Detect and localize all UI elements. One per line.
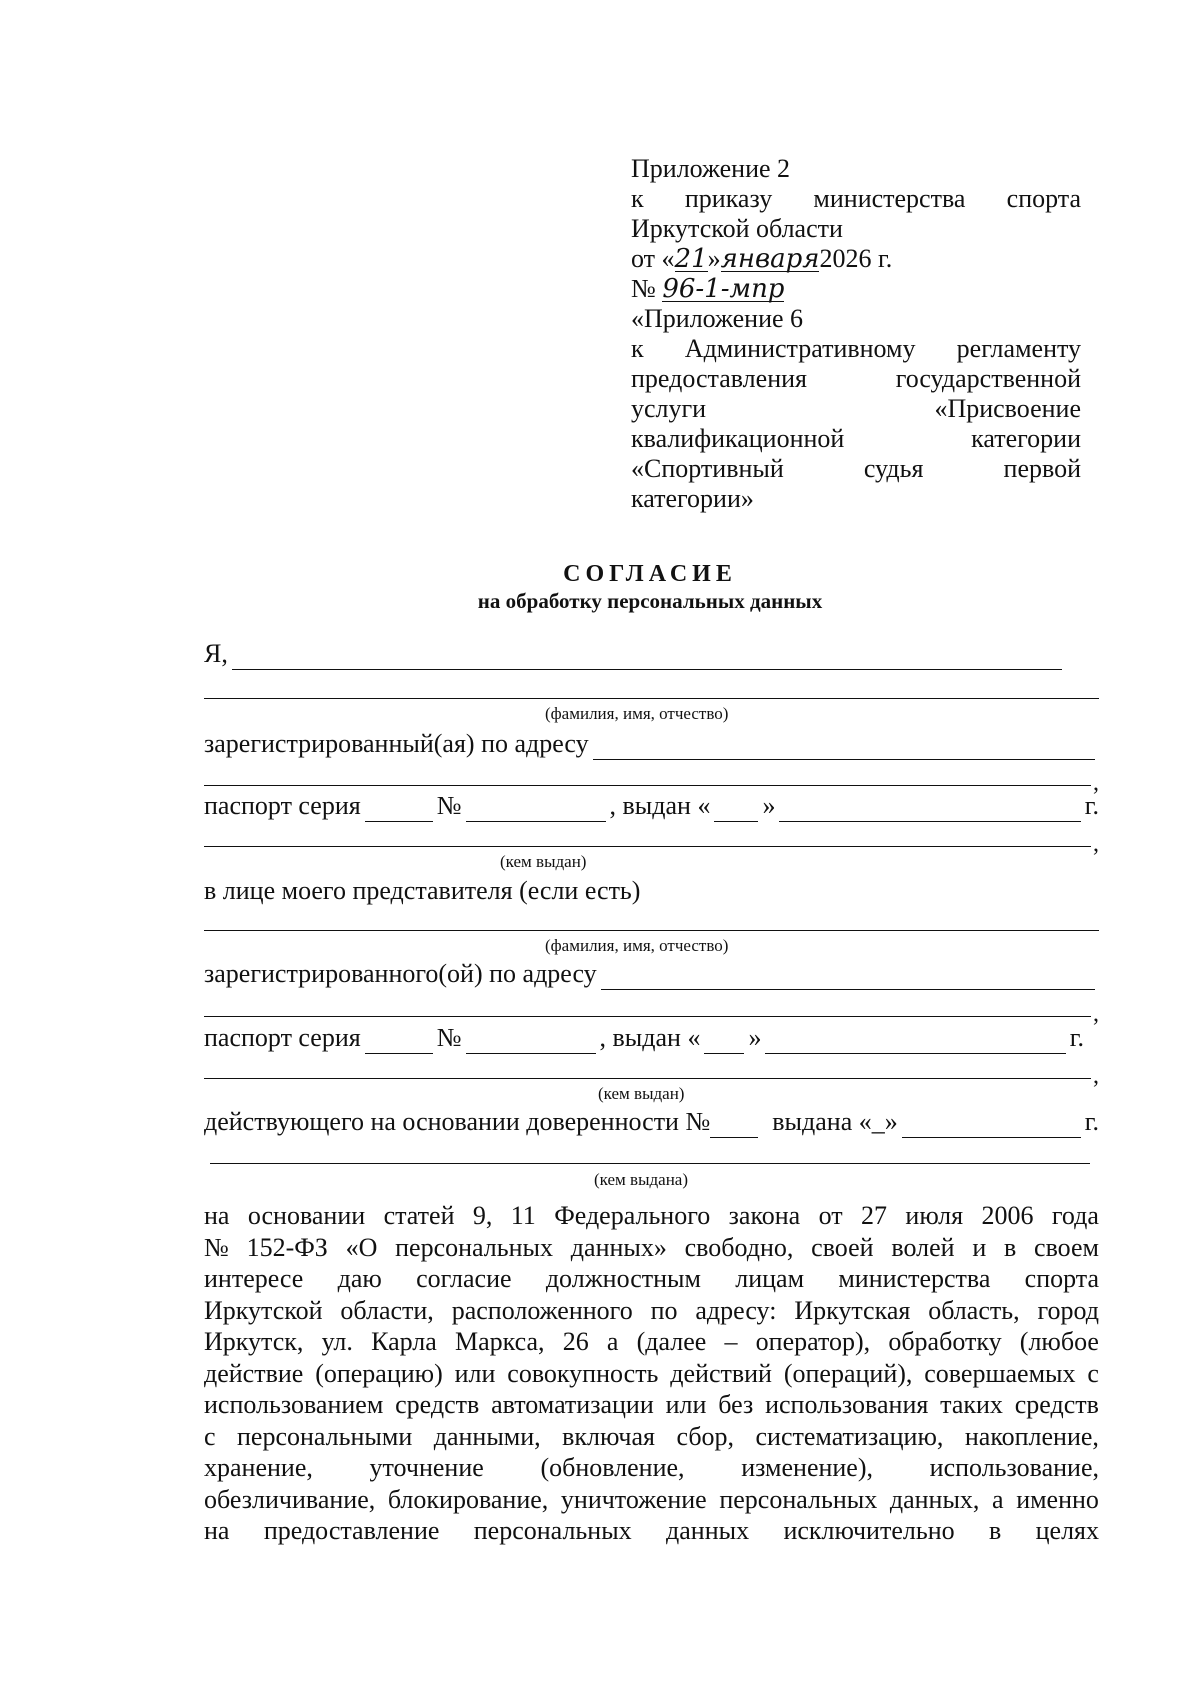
word: даю: [337, 1264, 382, 1293]
body-line: [204, 1326, 1099, 1358]
word: город: [1037, 1295, 1099, 1325]
year-suffix: г.: [1069, 1023, 1084, 1052]
rep-address-row: [204, 958, 1099, 990]
word: –: [724, 1327, 738, 1356]
document-title: СОГЛАСИЕ: [563, 561, 737, 587]
word: свободно,: [684, 1232, 794, 1262]
word: средств: [1014, 1390, 1099, 1419]
body-line: [204, 1295, 1099, 1327]
body-line: [204, 1421, 1099, 1453]
comma: ,: [1093, 1001, 1099, 1027]
word: интересе: [204, 1264, 304, 1293]
issued-by-line[interactable]: [204, 846, 1091, 847]
word: действий: [670, 1358, 772, 1388]
issued-by-note-3: (кем выдана): [594, 1170, 688, 1189]
passport-number-field[interactable]: [466, 797, 606, 822]
order-date: [631, 244, 1081, 274]
number-sign: №: [436, 1023, 462, 1052]
word: Федерального: [554, 1201, 711, 1230]
word: Иркутская: [794, 1295, 911, 1325]
word: 2006: [981, 1201, 1034, 1230]
appendix-line-6: «Приложение 6: [631, 304, 804, 333]
representative-row: [204, 875, 1099, 907]
issued-day-field[interactable]: [714, 797, 758, 822]
word: области,: [340, 1295, 434, 1325]
word: министерства: [813, 184, 966, 213]
ya-label: Я,: [204, 639, 228, 668]
appendix-line-1: Приложение 2: [631, 154, 791, 183]
quote-close: »: [748, 1023, 762, 1052]
word: Иркутск,: [204, 1327, 304, 1356]
word: Административному: [684, 334, 916, 363]
issued-label: , выдан «: [609, 791, 711, 820]
word: своей: [811, 1232, 874, 1262]
word: данных: [666, 1516, 750, 1545]
rep-issued-day-field[interactable]: [704, 1029, 744, 1054]
word: персональных: [473, 1516, 632, 1545]
body-line: [204, 1515, 1099, 1547]
word: блокирование,: [387, 1484, 549, 1514]
word: без: [718, 1390, 754, 1419]
word: исключительно: [783, 1516, 955, 1545]
passport-series-label: паспорт серия: [204, 791, 361, 820]
rep-issued-by-line[interactable]: [204, 1078, 1091, 1079]
passport-series-label: паспорт серия: [204, 1023, 361, 1052]
word: (операций),: [783, 1358, 913, 1388]
word: №: [204, 1232, 229, 1262]
appendix-line-7: [631, 334, 1081, 364]
word: государственной: [895, 364, 1081, 393]
word: автоматизации: [491, 1390, 654, 1419]
word: «Спортивный: [631, 454, 784, 483]
word: должностным: [545, 1264, 701, 1293]
word: с: [1087, 1358, 1099, 1388]
poa-issued-by-line[interactable]: [210, 1163, 1090, 1164]
appendix-line-9: [631, 394, 1081, 424]
word: (операцию): [315, 1358, 443, 1388]
issued-date-field[interactable]: [779, 797, 1080, 822]
word: года: [1051, 1201, 1099, 1230]
word: в: [988, 1516, 1002, 1545]
word: персональных: [395, 1232, 554, 1262]
rep-address-line-2[interactable]: [204, 1016, 1091, 1017]
word: использование,: [929, 1453, 1099, 1482]
rep-address-field[interactable]: [601, 965, 1095, 990]
word: уточнение: [369, 1453, 484, 1482]
registered2-label: зарегистрированного(ой) по адресу: [204, 959, 597, 988]
word: адресу:: [695, 1295, 777, 1325]
word: данных,: [889, 1484, 980, 1514]
appendix-line-12: категории»: [631, 484, 754, 513]
appendix-line-2: [631, 184, 1081, 214]
date-quote: »: [707, 244, 721, 273]
representative-label: в лице моего представителя (если есть): [204, 876, 641, 905]
handwritten-month: января: [720, 244, 820, 274]
word: 152-ФЗ: [246, 1232, 328, 1262]
poa-date-field[interactable]: [902, 1113, 1081, 1138]
body-line: [204, 1452, 1099, 1484]
quote-close: »: [762, 791, 776, 820]
word: сбор,: [676, 1421, 735, 1451]
word: (обновление,: [540, 1453, 685, 1482]
word: 11: [510, 1201, 536, 1230]
date-prefix: от «: [631, 244, 675, 273]
word: хранение,: [204, 1453, 313, 1482]
word: статей: [383, 1201, 455, 1230]
word: и: [972, 1232, 987, 1262]
word: от: [818, 1201, 843, 1230]
address-row: [204, 728, 1099, 760]
word: изменение),: [741, 1453, 874, 1482]
appendix-header: [631, 154, 1081, 514]
word: спорта: [1024, 1264, 1099, 1293]
comma: ,: [1093, 770, 1099, 796]
word: с: [204, 1421, 216, 1451]
word: систематизацию,: [755, 1421, 944, 1451]
handwritten-number: 96-1-мпр: [662, 274, 785, 304]
body-line: [204, 1484, 1099, 1516]
word: персональных: [719, 1484, 878, 1514]
word: первой: [1003, 454, 1081, 483]
word: своем: [1034, 1232, 1099, 1262]
number-sign: №: [436, 791, 462, 820]
word: область,: [928, 1295, 1020, 1325]
word: лицам: [735, 1264, 805, 1293]
appendix-line-3: Иркутской области: [631, 214, 843, 243]
handwritten-day: 21: [674, 244, 708, 274]
rep-passport-row: [204, 1022, 1084, 1054]
word: (любое: [1019, 1327, 1099, 1356]
word: таких: [940, 1390, 1003, 1419]
address-line-2[interactable]: [204, 785, 1091, 786]
word: именно: [1016, 1484, 1099, 1514]
word: Иркутской: [204, 1295, 323, 1325]
word: совокупность: [507, 1358, 659, 1388]
rep-passport-number-field[interactable]: [466, 1029, 596, 1054]
body-line: [204, 1200, 1099, 1232]
body-line: [204, 1358, 1099, 1390]
word: совершаемых: [924, 1358, 1076, 1388]
appendix-line-10: [631, 424, 1081, 454]
word: Карла: [371, 1327, 437, 1356]
appendix-line-8: [631, 364, 1081, 394]
year-suffix: г.: [1084, 791, 1099, 820]
word: (далее: [636, 1327, 707, 1356]
year-suffix: г.: [1084, 1107, 1099, 1136]
name-row: [204, 638, 1099, 670]
comma: ,: [1093, 1063, 1099, 1089]
word: к: [631, 184, 644, 213]
word: к: [631, 334, 644, 363]
word: использованием: [204, 1390, 384, 1419]
word: или: [454, 1358, 496, 1388]
word: июля: [905, 1201, 964, 1230]
consent-body-text: [204, 1200, 1099, 1547]
word: а: [992, 1484, 1004, 1514]
word: Маркса,: [454, 1327, 545, 1356]
rep-issued-date-field[interactable]: [765, 1029, 1065, 1054]
comma: ,: [1093, 831, 1099, 857]
poa-label: действующего на основании доверенности №: [204, 1107, 711, 1136]
word: закона: [728, 1201, 801, 1230]
word: использования: [765, 1390, 929, 1419]
word: расположенного: [451, 1295, 633, 1325]
word: на: [204, 1201, 230, 1230]
word: «О: [345, 1232, 378, 1262]
word: судья: [863, 454, 924, 483]
word: целях: [1035, 1516, 1099, 1545]
power-of-attorney-row: [204, 1106, 1099, 1138]
word: уничтожение: [560, 1484, 707, 1514]
word: данными,: [433, 1421, 541, 1451]
word: или: [665, 1390, 707, 1419]
number-sign: №: [631, 274, 656, 303]
word: обезличивание,: [204, 1484, 376, 1514]
word: «Присвоение: [934, 394, 1081, 423]
appendix-line-11: [631, 454, 1081, 484]
issued-label: , выдан «: [599, 1023, 701, 1052]
word: данных»: [570, 1232, 667, 1262]
word: основании: [247, 1201, 366, 1230]
word: включая: [562, 1421, 656, 1451]
issued-by-note: (кем выдан): [500, 852, 587, 871]
name-field[interactable]: [232, 645, 1062, 670]
word: действие: [204, 1358, 304, 1388]
word: а: [606, 1327, 619, 1356]
word: категории: [971, 424, 1081, 453]
word: 27: [861, 1201, 888, 1230]
word: 26: [562, 1327, 589, 1356]
word: услуги: [631, 394, 707, 423]
word: средств: [395, 1390, 480, 1419]
rep-name-line[interactable]: [204, 930, 1099, 931]
word: предоставление: [263, 1516, 440, 1545]
poa-number-field[interactable]: [710, 1113, 758, 1138]
word: ул.: [321, 1327, 353, 1356]
word: накопление,: [964, 1421, 1099, 1451]
word: в: [1004, 1232, 1017, 1262]
registered-label: зарегистрированный(ая) по адресу: [204, 729, 589, 758]
word: министерства: [838, 1264, 991, 1293]
passport-series-field[interactable]: [365, 797, 433, 822]
issued-by-note-2: (кем выдан): [598, 1084, 685, 1103]
word: предоставления: [631, 364, 807, 393]
word: на: [204, 1516, 230, 1545]
address-field[interactable]: [593, 735, 1095, 760]
word: персональными: [237, 1421, 413, 1451]
word: оператор),: [755, 1327, 871, 1356]
word: согласие: [416, 1264, 512, 1293]
word: обработку: [888, 1327, 1002, 1356]
name-line-2[interactable]: [204, 698, 1099, 699]
body-line: [204, 1389, 1099, 1421]
fio-note: (фамилия, имя, отчество): [545, 704, 729, 723]
fio-note-2: (фамилия, имя, отчество): [545, 936, 729, 955]
word: приказу: [684, 184, 773, 213]
date-year: 2026 г.: [819, 244, 893, 273]
word: регламенту: [956, 334, 1081, 363]
poa-issued-label: выдана «_»: [772, 1107, 898, 1136]
document-subtitle: на обработку персональных данных: [477, 589, 823, 613]
passport-row: [204, 790, 1099, 822]
order-number: [631, 274, 1081, 304]
word: по: [650, 1295, 678, 1325]
body-line: [204, 1263, 1099, 1295]
body-line: [204, 1232, 1099, 1264]
word: 9,: [472, 1201, 493, 1230]
word: волей: [891, 1232, 955, 1262]
word: спорта: [1006, 184, 1081, 213]
word: квалификационной: [631, 424, 845, 453]
rep-passport-series-field[interactable]: [365, 1029, 433, 1054]
